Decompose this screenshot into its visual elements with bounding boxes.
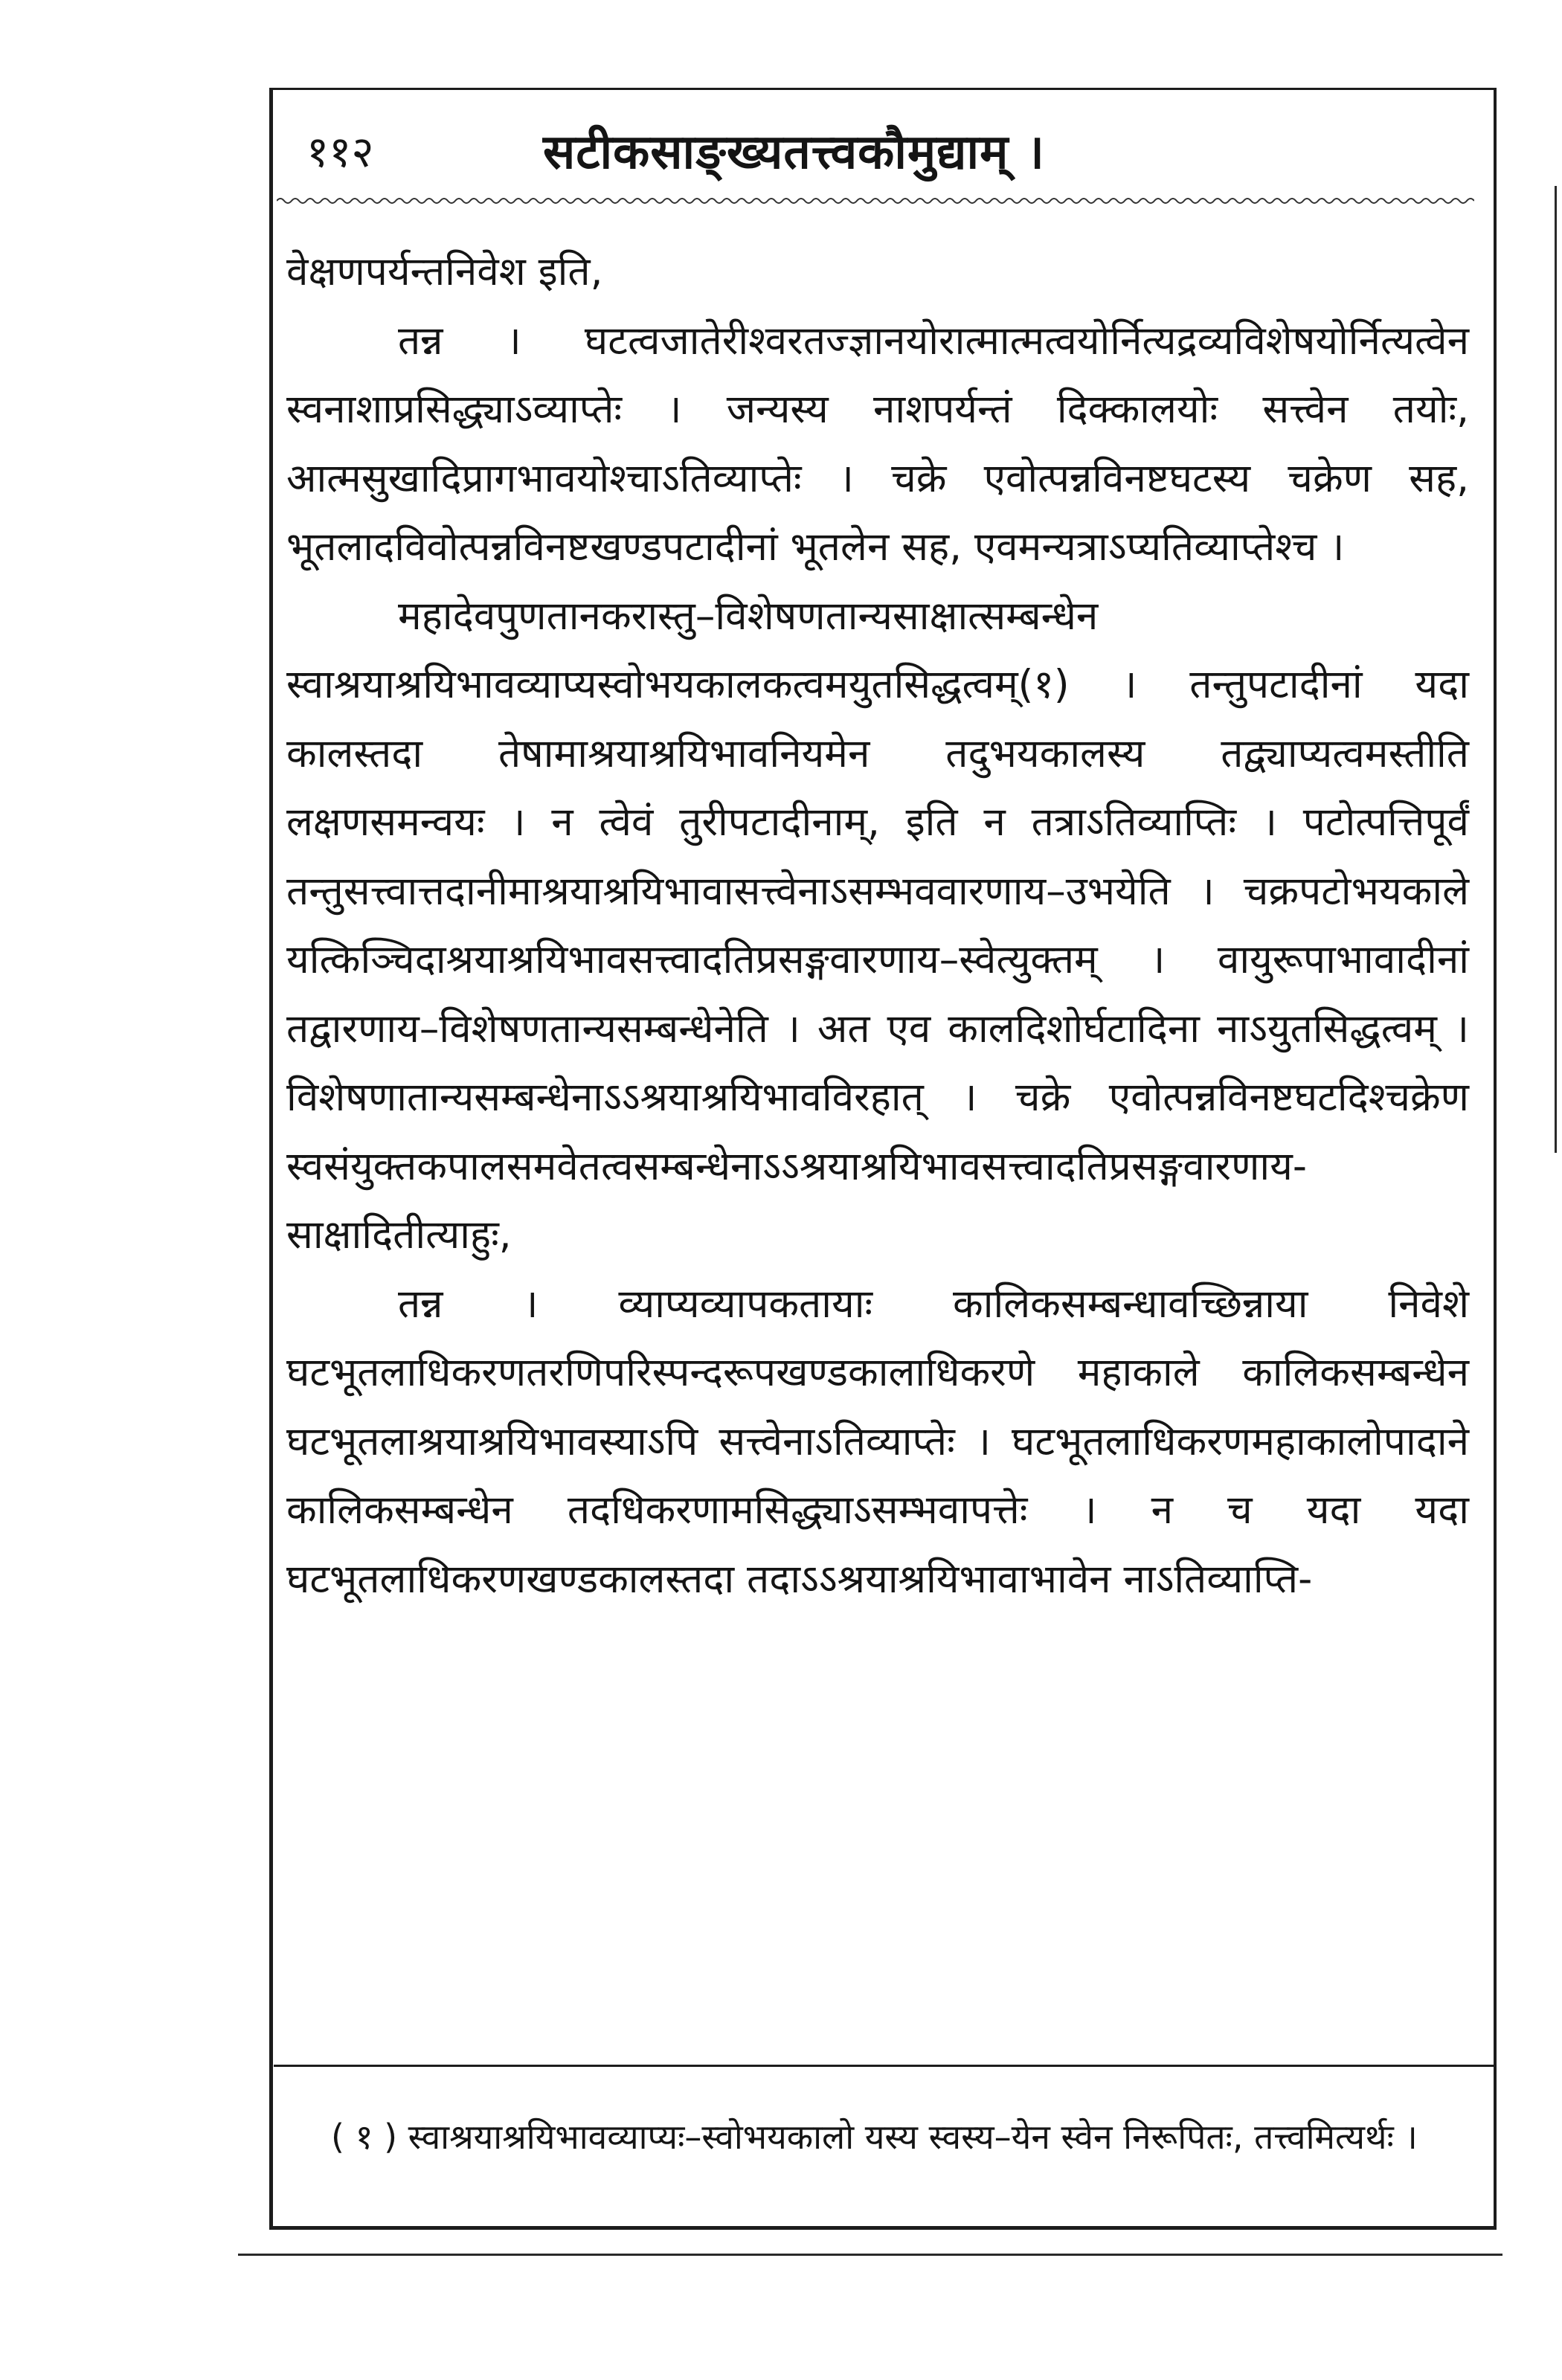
- paragraph-continuation: वेक्षणपर्यन्तनिवेश इति,: [286, 249, 603, 295]
- scan-edge-mark: [1555, 186, 1557, 1153]
- scan-bottom-rule: [238, 2254, 1502, 2256]
- footnote-rule: [274, 2065, 1494, 2067]
- body-text: [286, 238, 1469, 1614]
- page-header: [298, 112, 1480, 193]
- page-number: ११२: [306, 126, 374, 177]
- paragraph-refutation-1: तन्न । घटत्वजातेरीश्वरतज्ज्ञानयोरात्मात्मत्वयोर्नित्यद्रव्यविशेषयोर्नित्यत्वेन स्वनाशाप्रसिद्ध्याऽव्याप्तेः । जन्यस्य नाशपर्यन्तं दिक्कालयोः सत्त्वेन तयोः, आत्मसुखादिप्रागभावयोश्चाऽतिव्याप्तेः । चक्रे एवोत्पन्नविनष्टघटस्य चक्रेण सह, भूतलादविवोत्पन्नविनष्टखण्डपटादीनां भूतलेन सह, एवमन्यत्राऽप्यतिव्याप्तेश्च ।: [286, 318, 1469, 570]
- header-wavy-rule: [277, 195, 1474, 207]
- paragraph-refutation-2: तन्न । व्याप्यव्यापकतायाः कालिकसम्बन्धावच्छिन्नाया निवेशे घटभूतलाधिकरणतरणिपरिस्पन्दरूपखण्डकालाधिकरणे महाकाले कालिकसम्बन्धेन घटभूतलाश्रयाश्रयिभावस्याऽपि सत्त्वेनाऽतिव्याप्तेः । घटभूतलाधिकरणमहाकालोपादाने कालिकसम्बन्धेन तदधिकरणामसिद्ध्याऽसम्भवापत्तेः । न च यदा यदा घटभूतलाधिकरणखण्डकालस्तदा तदाऽऽश्रयाश्रयिभावाभावेन नाऽतिव्याप्ति-: [286, 1281, 1469, 1602]
- footnote: ( १ ) स्वाश्रयाश्रयिभावव्याप्यः–स्वोभयकालो यस्य स्वस्य–येन स्वेन निरूपितः, तत्त्वमित्यर्थः ।: [331, 2117, 1418, 2157]
- paragraph-mahadeva-view: महादेवपुणतानकरास्तु–विशेषणतान्यसाक्षात्सम्बन्धेन स्वाश्रयाश्रयिभावव्याप्यस्वोभयकालकत्वमयुतसिद्धत्वम्(१) । तन्तुपटादीनां यदा कालस्तदा तेषामाश्रयाश्रयिभावनियमेन तदुभयकालस्य तद्व्याप्यत्वमस्तीति लक्षणसमन्वयः । न त्वेवं तुरीपटादीनाम्, इति न तत्राऽतिव्याप्तिः । पटोत्पत्तिपूर्वं तन्तुसत्त्वात्तदानीमाश्रयाश्रयिभावासत्त्वेनाऽसम्भववारणाय–उभयेति । चक्रपटोभयकाले यत्किञ्चिदाश्रयाश्रयिभावसत्त्वादतिप्रसङ्गवारणाय–स्वेत्युक्तम् । वायुरूपाभावादीनां तद्वारणाय–विशेषणतान्यसम्बन्धेनेति । अत एव कालदिशोर्घटादिना नाऽयुतसिद्धत्वम् । विशेषणातान्यसम्बन्धेनाऽऽश्रयाश्रयिभावविरहात् । चक्रे एवोत्पन्नविनष्टघटदिश्चक्रेण स्वसंयुक्तकपालसमवेतत्वसम्बन्धेनाऽऽश्रयाश्रयिभावसत्त्वादतिप्रसङ्गवारणाय-साक्षादितीत्याहुः,: [286, 593, 1469, 1258]
- running-title: सटीकसाङ्ख्यतत्त्वकौमुद्याम् ।: [543, 125, 1045, 180]
